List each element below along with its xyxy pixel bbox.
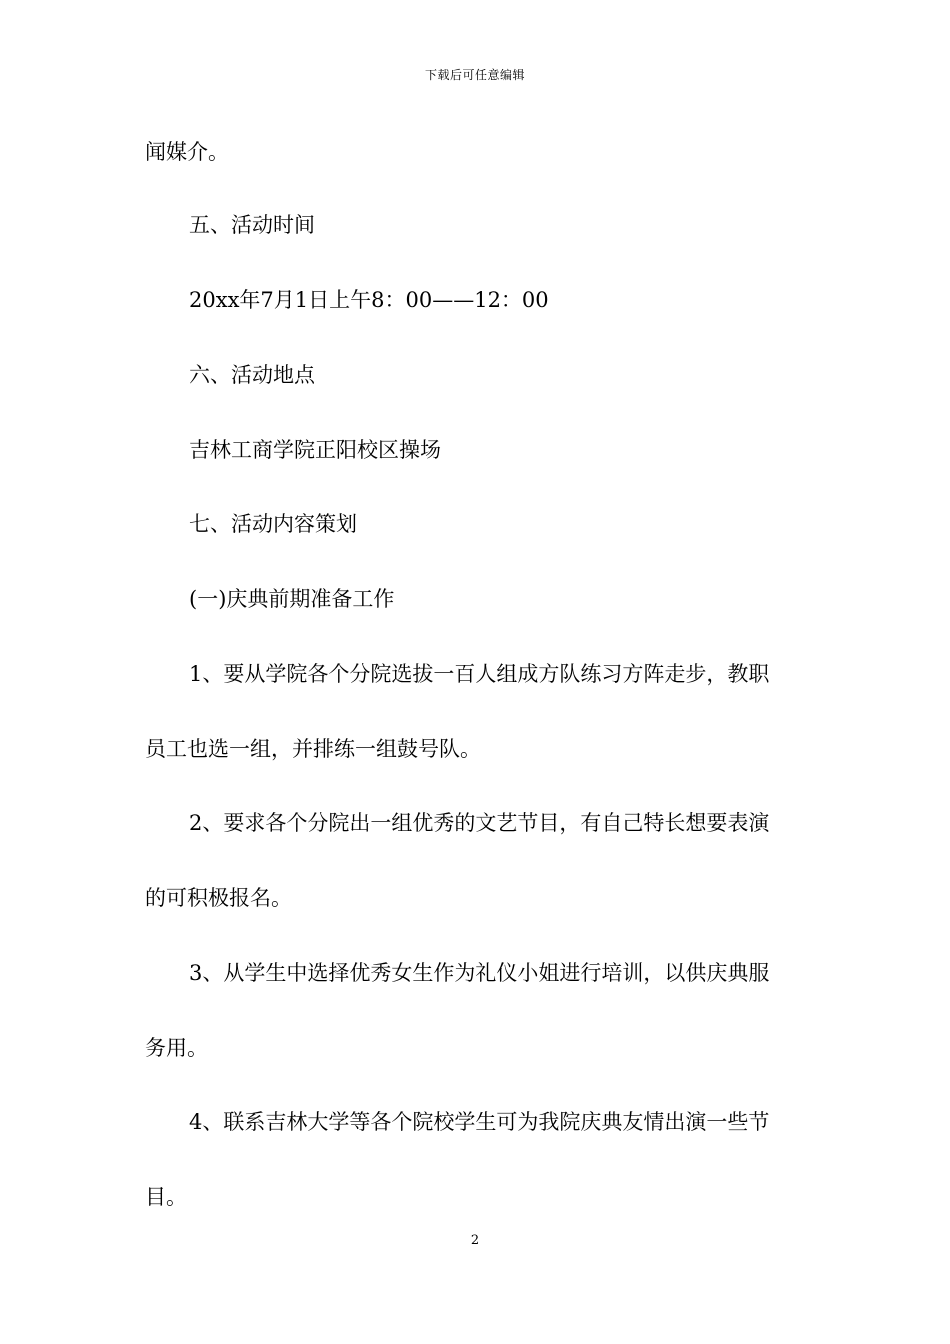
text-line: 务用。 xyxy=(145,1036,208,1060)
text-line: 吉林工商学院正阳校区操场 xyxy=(189,438,441,462)
text-line: 4、联系吉林大学等各个院校学生可为我院庆典友情出演一些节 xyxy=(189,1110,770,1134)
text-line: 1、要从学院各个分院选拔一百人组成方队练习方阵走步，教职 xyxy=(189,662,770,686)
page-header: 下载后可任意编辑 xyxy=(424,68,525,82)
section-heading-location: 六、活动地点 xyxy=(189,363,315,387)
text-line: 2、要求各个分院出一组优秀的文艺节目，有自己特长想要表演 xyxy=(189,811,770,835)
section-heading-time: 五、活动时间 xyxy=(189,213,315,237)
subsection-heading: (一)庆典前期准备工作 xyxy=(189,587,395,611)
text-line: 闻媒介。 xyxy=(145,140,229,164)
text-line: 员工也选一组，并排练一组鼓号队。 xyxy=(145,737,481,761)
text-line: 目。 xyxy=(145,1185,187,1209)
text-line: 的可积极报名。 xyxy=(145,886,292,910)
page-number: 2 xyxy=(470,1233,480,1248)
text-line: 3、从学生中选择优秀女生作为礼仪小姐进行培训，以供庆典服 xyxy=(189,961,770,985)
section-heading-content: 七、活动内容策划 xyxy=(189,512,357,536)
text-line: 20xx年7月1日上午8：00——12：00 xyxy=(189,288,549,312)
